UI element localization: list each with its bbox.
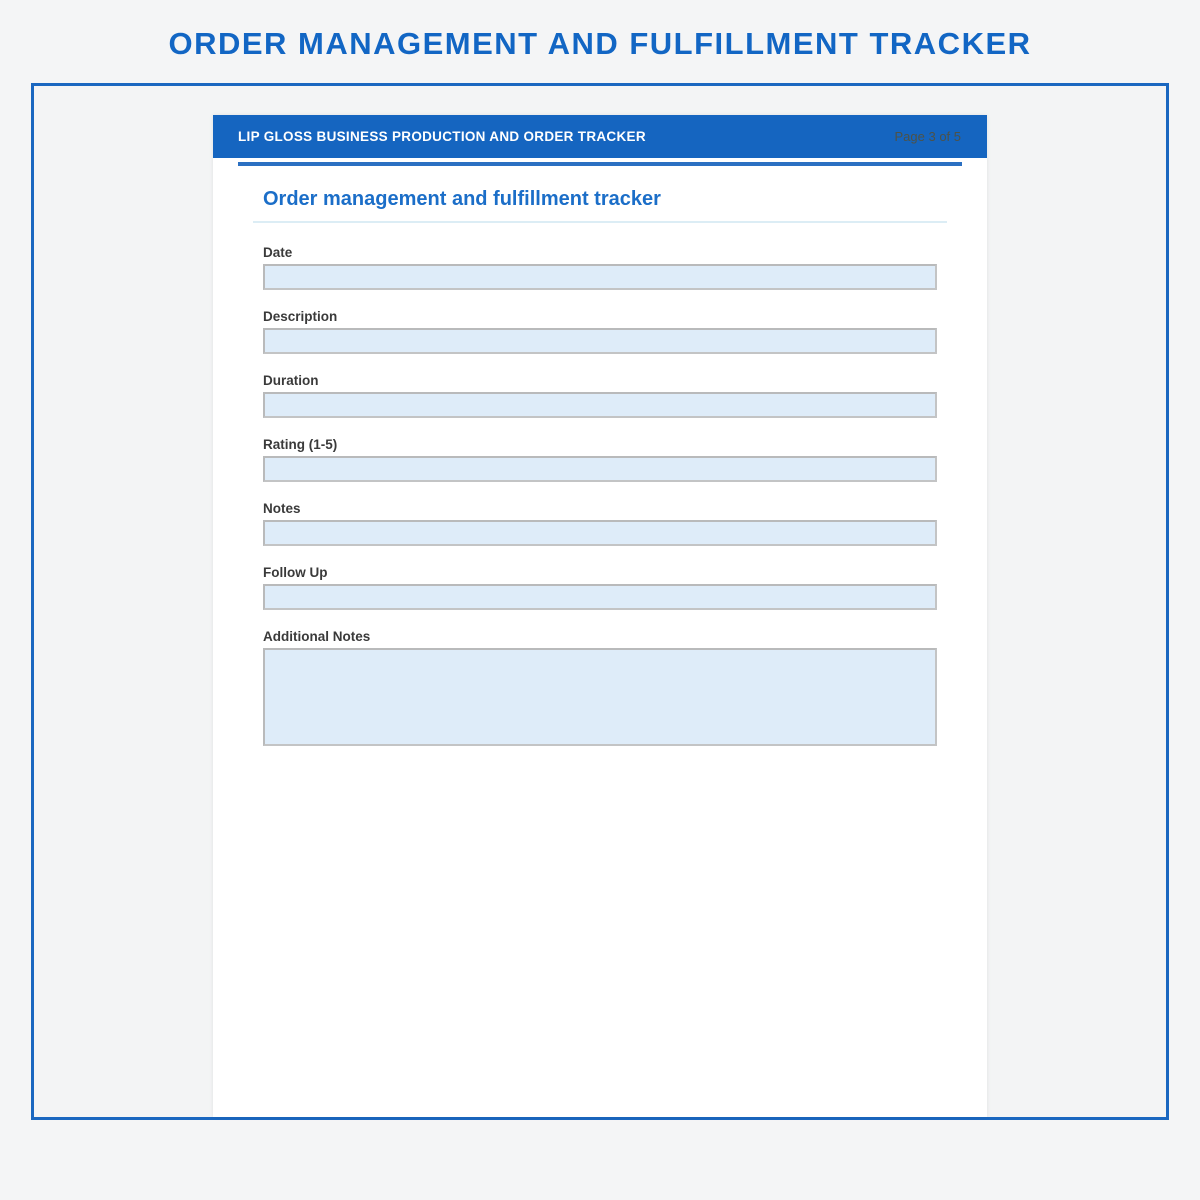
- section-title: Order management and fulfillment tracker: [263, 188, 661, 210]
- field-description: [263, 309, 937, 354]
- page-title: ORDER MANAGEMENT AND FULFILLMENT TRACKER: [168, 26, 1032, 61]
- page-indicator: Page 3 of 5: [894, 129, 961, 144]
- field-follow-up: [263, 565, 937, 610]
- description-label: Description: [263, 309, 338, 324]
- rating-input[interactable]: [263, 456, 937, 482]
- duration-input[interactable]: [263, 392, 937, 418]
- date-label: Date: [263, 245, 293, 260]
- notes-input[interactable]: [263, 520, 937, 546]
- field-additional-notes: [263, 629, 937, 746]
- document-page: [213, 115, 987, 1117]
- template-frame: [31, 83, 1169, 1120]
- field-rating: [263, 437, 937, 482]
- follow-up-label: Follow Up: [263, 565, 328, 580]
- field-duration: [263, 373, 937, 418]
- follow-up-input[interactable]: [263, 584, 937, 610]
- document-body: [213, 166, 987, 746]
- section-divider: [253, 221, 947, 223]
- description-input[interactable]: [263, 328, 937, 354]
- rating-label: Rating (1-5): [263, 437, 338, 452]
- document-banner-title: LIP GLOSS BUSINESS PRODUCTION AND ORDER TRACKER: [238, 129, 646, 144]
- document-banner: [213, 115, 987, 158]
- additional-notes-textarea[interactable]: [263, 648, 937, 746]
- notes-label: Notes: [263, 501, 301, 516]
- date-input[interactable]: [263, 264, 937, 290]
- additional-notes-label: Additional Notes: [263, 629, 371, 644]
- field-date: [263, 245, 937, 290]
- field-notes: [263, 501, 937, 546]
- duration-label: Duration: [263, 373, 319, 388]
